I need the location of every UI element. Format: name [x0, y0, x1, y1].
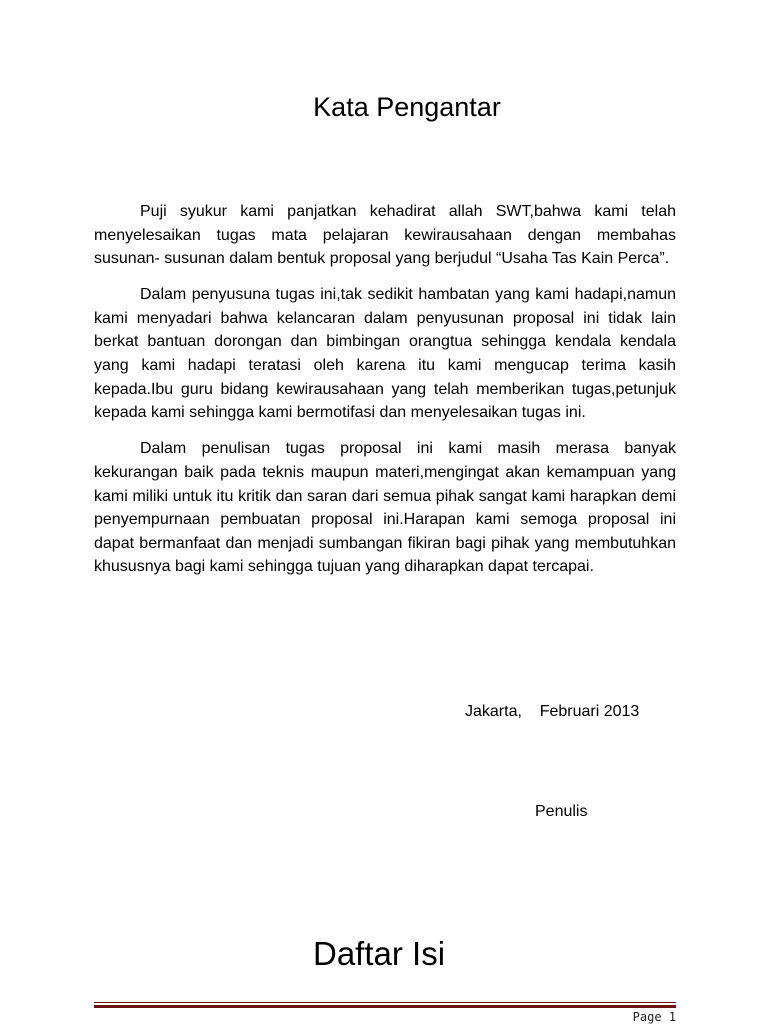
- footer-divider-thick: [94, 1005, 676, 1008]
- paragraph-2: Dalam penyusuna tugas ini,tak sedikit hambatan yang kami hadapi,namun kami menyadari bahwa kelancaran dalam penyusunan proposal ini tidak lain berkat bantuan dorongan dan bimbingan orangtua sehingga kendala kendala yang kami hadapi teratasi oleh karena itu kami mengucap terima kasih kepada.Ibu guru bidang kewirausahaan yang telah memberikan tugas,petunjuk kepada kami sehingga kami bermotifasi dan menyelesaikan tugas ini.: [94, 286, 676, 422]
- paragraph-1: Puji syukur kami panjatkan kehadirat allah SWT,bahwa kami telah menyelesaikan tugas mata pelajaran kewirausahaan dengan membahas susunan- susunan dalam bentuk proposal yang berjudul “Usaha Tas Kain Perca”.: [94, 203, 676, 268]
- document-body: [94, 200, 676, 591]
- footer-divider-thin: [94, 1002, 676, 1003]
- next-section-title: Daftar Isi: [313, 935, 446, 972]
- paragraph-3: Dalam penulisan tugas proposal ini kami masih merasa banyak kekurangan baik pada teknis maupun materi,mengingat akan kemampuan yang kami miliki untuk itu kritik dan saran dari semua pihak sangat kami harapkan demi penyempurnaan pembuatan proposal ini.Harapan kami semoga proposal ini dapat bermanfaat dan menjadi sumbangan fikiran bagi pihak yang membutuhkan khususnya bagi kami sehingga tujuan yang diharapkan dapat tercapai.: [94, 440, 676, 576]
- page-title: Kata Pengantar: [313, 92, 501, 122]
- author-signature: Penulis: [535, 803, 588, 820]
- page-number: Page 1: [632, 1010, 676, 1024]
- place-date: Jakarta, Februari 2013: [465, 703, 640, 720]
